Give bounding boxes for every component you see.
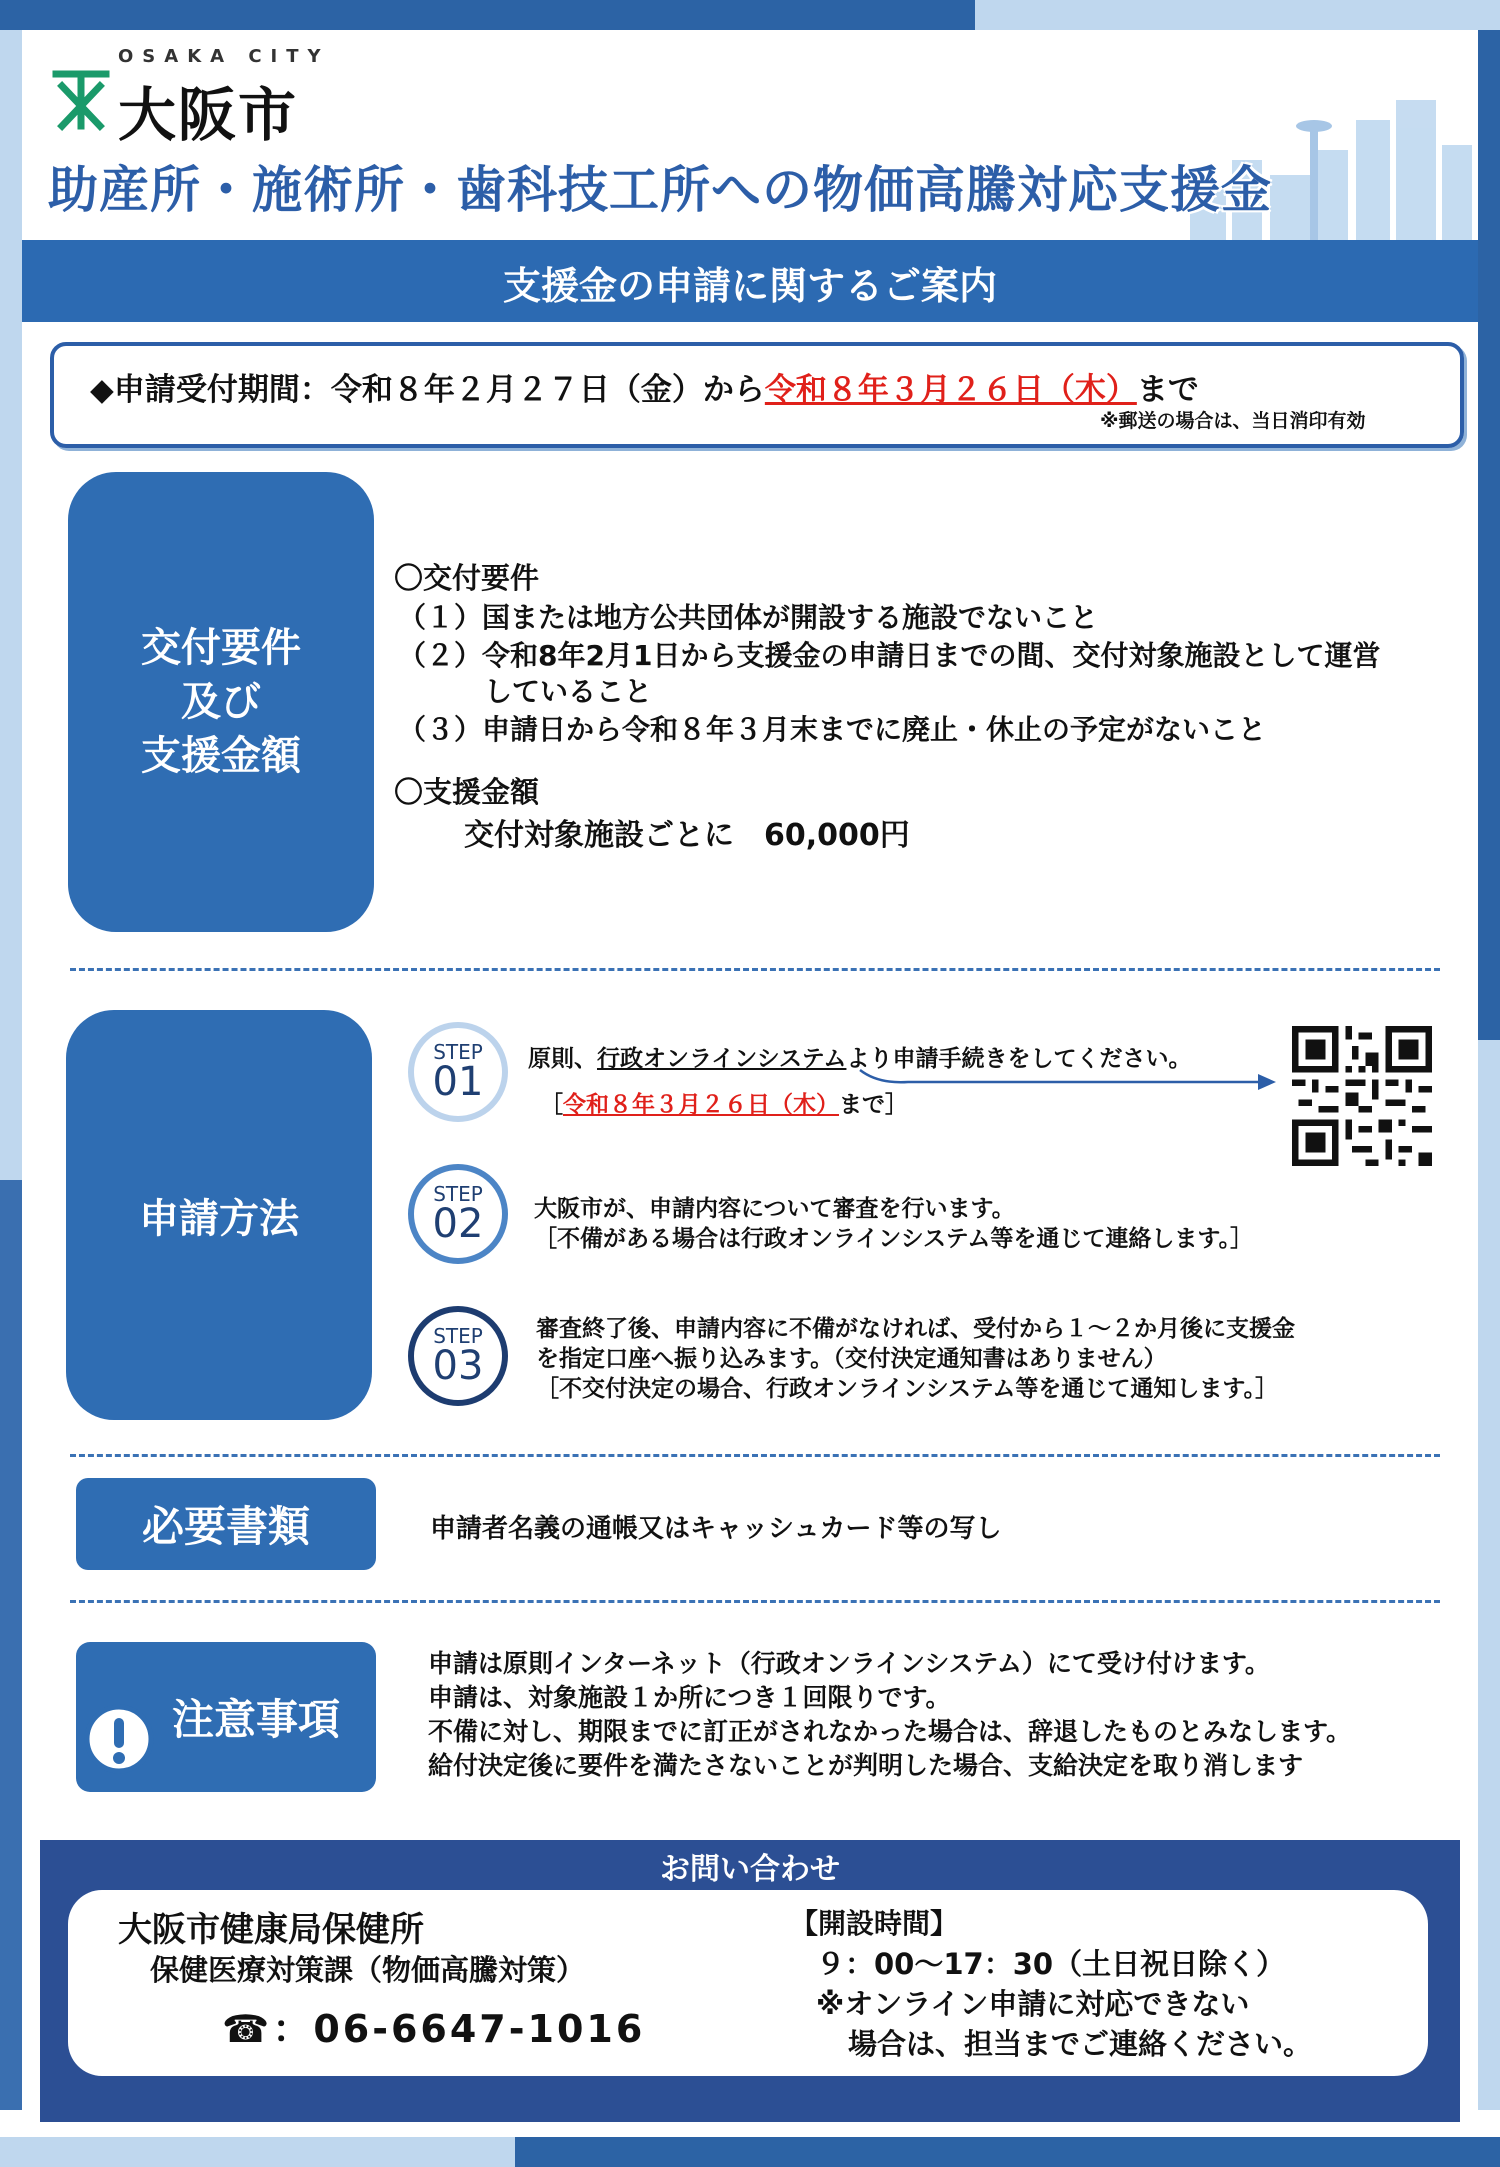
arrow-right-icon [858, 1066, 1278, 1092]
side-bar-right-top [1478, 30, 1500, 1040]
hours-time: ９：00～17：30（土日祝日除く） [816, 1947, 1286, 1981]
requirements-label-line: 及び [181, 679, 261, 725]
online-system-link[interactable]: 行政オンラインシステム [597, 1046, 847, 1072]
step-01-deadline: 令和８年３月２６日（木） [563, 1092, 839, 1118]
documents-label: 必要書類 [76, 1478, 376, 1570]
city-name-ja: 大阪市 [118, 81, 299, 149]
note-line: 申請は、対象施設１か所につき１回限りです。 [428, 1683, 951, 1712]
step-01-text: より申請手続きをしてください。 [846, 1046, 1192, 1072]
step-word: STEP [433, 1182, 483, 1206]
city-name-en: OSAKA CITY [118, 46, 330, 67]
step-01-deadline-suffix: まで］ [839, 1092, 908, 1118]
main-title: 助産所・施術所・歯科技工所への物価高騰対応支援金 [48, 161, 1272, 219]
contact-organization: 大阪市健康局保健所 [118, 1910, 424, 1950]
period-end-date: 令和８年３月２６日（木） [764, 372, 1137, 408]
step-03-line1: 審査終了後、申請内容に不備がなければ、受付から１～２か月後に支援金 [536, 1316, 1295, 1342]
bottom-bar-dark [515, 2137, 1500, 2167]
section-divider [70, 1600, 1440, 1603]
contact-department: 保健医療対策課（物価高騰対策） [150, 1953, 586, 1987]
side-bar-left-bottom [0, 1180, 22, 2110]
section-divider [70, 1454, 1440, 1457]
top-bar-dark [0, 0, 975, 30]
bracket-open: ［ [540, 1092, 563, 1118]
step-01-text: 原則、 [528, 1046, 597, 1072]
section-divider [70, 968, 1440, 971]
step-03-line3: ［不交付決定の場合、行政オンラインシステム等を通じて通知します。］ [536, 1376, 1279, 1402]
notes-label: 注意事項 [76, 1642, 376, 1792]
bottom-bar-light [0, 2137, 515, 2167]
period-note: ※郵送の場合は、当日消印有効 [1100, 410, 1366, 432]
hours-note: ※オンライン申請に対応できない [816, 1987, 1250, 2021]
step-number: 03 [432, 1343, 484, 1389]
method-label: 申請方法 [66, 1010, 372, 1420]
qr-code-icon[interactable] [1292, 1026, 1432, 1166]
requirement-item: （３）申請日から令和８年３月末までに廃止・休止の予定がないこと [398, 713, 1267, 746]
application-period [90, 364, 1199, 409]
period-suffix: まで [1136, 372, 1199, 408]
requirement-item: （２）令和8年2月1日から支援金の申請日までの間、交付対象施設として運営 [398, 639, 1381, 672]
step-03-badge [408, 1306, 508, 1406]
note-line: 不備に対し、期限までに訂正がされなかった場合は、辞退したものとみなします。 [428, 1717, 1352, 1746]
contact-title: お問い合わせ [660, 1852, 840, 1887]
contact-phone[interactable]: ☎：06-6647-1016 [222, 2007, 646, 2051]
step-02-line2: ［不備がある場合は行政オンラインシステム等を通じて連絡します。］ [534, 1226, 1254, 1252]
step-01-badge [408, 1022, 508, 1122]
requirements-label-line: 支援金額 [141, 733, 301, 779]
requirement-item-continued: していること [484, 675, 653, 708]
hours-note: 場合は、担当までご連絡ください。 [848, 2027, 1313, 2061]
side-bar-right-bottom [1478, 1040, 1500, 2110]
step-word: STEP [433, 1324, 483, 1348]
note-line: 給付決定後に要件を満たさないことが判明した場合、支給決定を取り消します [428, 1751, 1304, 1780]
top-bar-light [975, 0, 1500, 30]
hours-heading: 【開設時間】 [790, 1907, 959, 1940]
step-number: 02 [432, 1201, 484, 1247]
documents-text: 申請者名義の通帳又はキャッシュカード等の写し [430, 1514, 1002, 1544]
subtitle: 支援金の申請に関するご案内 [502, 264, 997, 308]
side-bar-left-top [0, 30, 22, 1180]
requirement-item: （１）国または地方公共団体が開設する施設でないこと [398, 601, 1099, 634]
note-line: 申請は原則インターネット（行政オンラインシステム）にて受け付けます。 [428, 1649, 1270, 1678]
step-02-badge [408, 1164, 508, 1264]
osaka-city-logo-icon [50, 68, 112, 132]
step-01-line2 [540, 1086, 908, 1119]
amount-heading: 〇支援金額 [394, 775, 540, 809]
step-02-line1: 大阪市が、申請内容について審査を行います。 [534, 1196, 1015, 1222]
step-number: 01 [432, 1059, 484, 1105]
requirements-label [68, 472, 374, 932]
step-03-line2: を指定口座へ振り込みます。（交付決定通知書はありません） [536, 1346, 1167, 1372]
period-label: ◆申請受付期間：令和８年２月２７日（金）から [90, 372, 765, 408]
requirements-heading: 〇交付要件 [394, 561, 540, 595]
amount-text: 交付対象施設ごとに 60,000円 [464, 818, 910, 853]
exclamation-icon [84, 1704, 154, 1774]
step-word: STEP [433, 1040, 483, 1064]
requirements-label-line: 交付要件 [141, 625, 301, 671]
